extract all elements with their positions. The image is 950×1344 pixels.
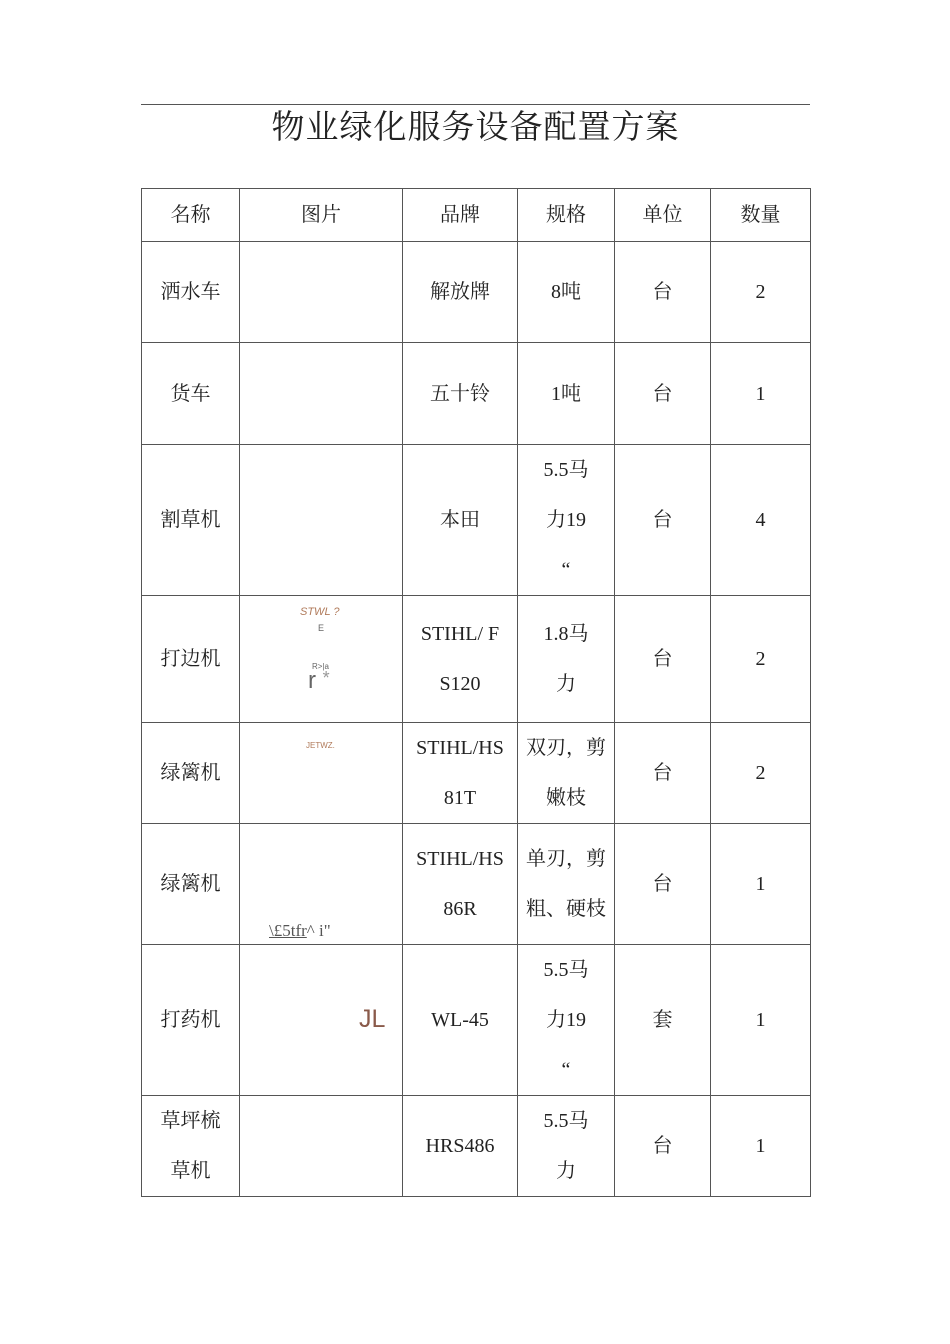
column-header-spec: 规格 <box>518 189 615 242</box>
cell-name: 打药机 <box>142 945 240 1096</box>
table-row <box>142 723 811 824</box>
image-ocr-text: STWL ? <box>300 606 340 618</box>
header-rule <box>141 104 810 105</box>
brand-line: STIHL/HS <box>416 848 504 870</box>
cell-unit: 台 <box>615 1096 711 1197</box>
cell-spec <box>518 445 615 596</box>
column-header-quantity: 数量 <box>711 189 811 242</box>
cell-image <box>240 1096 403 1197</box>
column-header-unit: 单位 <box>615 189 711 242</box>
image-ocr-star: * <box>322 668 330 688</box>
cell-name: 绿篱机 <box>142 824 240 945</box>
table-row <box>142 242 811 343</box>
cell-spec <box>518 596 615 723</box>
cell-brand <box>403 596 518 723</box>
cell-name: 绿篱机 <box>142 723 240 824</box>
image-ocr-text: JETWZ. <box>306 741 335 750</box>
table-row <box>142 1096 811 1197</box>
cell-quantity: 1 <box>711 343 811 445</box>
cell-brand <box>403 723 518 824</box>
cell-quantity: 4 <box>711 445 811 596</box>
table-row <box>142 824 811 945</box>
cell-image <box>240 242 403 343</box>
spec-line: “ <box>561 559 571 581</box>
spec-line: “ <box>561 1059 571 1081</box>
cell-quantity: 2 <box>711 596 811 723</box>
table-row <box>142 445 811 596</box>
cell-brand <box>403 824 518 945</box>
cell-unit: 台 <box>615 343 711 445</box>
column-header-brand: 品牌 <box>403 189 518 242</box>
brand-line: S120 <box>439 673 481 695</box>
cell-unit: 套 <box>615 945 711 1096</box>
table-row <box>142 945 811 1096</box>
cell-quantity: 1 <box>711 1096 811 1197</box>
image-ocr-text: E <box>318 623 325 633</box>
cell-unit: 台 <box>615 824 711 945</box>
spec-line: 力 <box>556 1160 576 1182</box>
cell-spec <box>518 1096 615 1197</box>
cell-image <box>240 596 403 723</box>
cell-unit: 台 <box>615 723 711 824</box>
table-row <box>142 596 811 723</box>
spec-line: 粗、硬枝 <box>526 898 606 920</box>
cell-brand: 本田 <box>403 445 518 596</box>
cell-spec <box>518 945 615 1096</box>
brand-line: 81T <box>443 787 477 809</box>
name-line: 草机 <box>170 1160 211 1182</box>
cell-brand: 解放牌 <box>403 242 518 343</box>
column-header-image: 图片 <box>240 189 403 242</box>
spec-line: 5.5马 <box>543 459 589 481</box>
image-ocr-text <box>269 922 331 939</box>
image-ocr-text: R>|a <box>312 662 329 671</box>
cell-spec <box>518 723 615 824</box>
cell-quantity: 1 <box>711 945 811 1096</box>
image-ocr-glyph: r <box>308 667 316 694</box>
brand-line: 86R <box>443 898 477 920</box>
cell-name: 打边机 <box>142 596 240 723</box>
spec-line: 单刃，剪 <box>526 848 606 870</box>
cell-name: 洒水车 <box>142 242 240 343</box>
cell-brand: 五十铃 <box>403 343 518 445</box>
cell-quantity: 2 <box>711 723 811 824</box>
name-line: 草坪梳 <box>160 1110 221 1132</box>
image-ocr-rest: ^ i" <box>306 921 331 940</box>
cell-name: 割草机 <box>142 445 240 596</box>
image-ocr-text <box>308 669 330 693</box>
cell-name <box>142 1096 240 1197</box>
cell-spec <box>518 824 615 945</box>
brand-line: STIHL/HS <box>416 737 504 759</box>
cell-image <box>240 445 403 596</box>
table-row <box>142 343 811 445</box>
cell-unit: 台 <box>615 596 711 723</box>
cell-spec: 1吨 <box>518 343 615 445</box>
image-ocr-underlined: \£5tfr <box>269 921 307 940</box>
cell-brand: HRS486 <box>403 1096 518 1197</box>
cell-image <box>240 723 403 824</box>
spec-line: 力19 <box>546 509 586 531</box>
cell-quantity: 1 <box>711 824 811 945</box>
spec-line: 5.5马 <box>543 1110 589 1132</box>
spec-line: 1.8马 <box>543 623 589 645</box>
cell-unit: 台 <box>615 242 711 343</box>
cell-image <box>240 824 403 945</box>
image-ocr-text: JL <box>359 1005 386 1033</box>
cell-spec: 8吨 <box>518 242 615 343</box>
spec-line: 5.5马 <box>543 959 589 981</box>
equipment-table <box>141 188 811 1197</box>
cell-brand: WL-45 <box>403 945 518 1096</box>
cell-quantity: 2 <box>711 242 811 343</box>
brand-line: STIHL/ F <box>420 623 500 645</box>
table-header-row <box>142 189 811 242</box>
spec-line: 双刃，剪 <box>526 737 606 759</box>
cell-name: 货车 <box>142 343 240 445</box>
cell-image <box>240 945 403 1096</box>
spec-line: 力19 <box>546 1009 586 1031</box>
spec-line: 嫩枝 <box>546 787 586 809</box>
document-title: 物业绿化服务设备配置方案 <box>271 110 680 146</box>
cell-unit: 台 <box>615 445 711 596</box>
spec-line: 力 <box>556 673 576 695</box>
column-header-name: 名称 <box>142 189 240 242</box>
cell-image <box>240 343 403 445</box>
